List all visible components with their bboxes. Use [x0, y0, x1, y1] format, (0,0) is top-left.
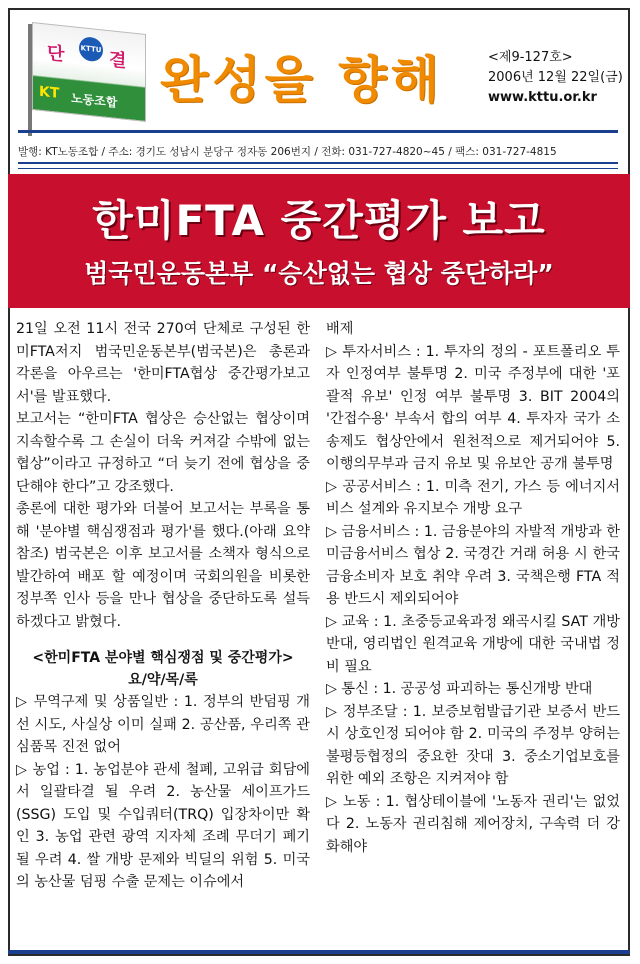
summary-item: ▷ 공공서비스 : 1. 미측 전기, 가스 등 에너지서비스 설계와 유지보수 개방 요구: [326, 478, 620, 517]
left-column: [16, 318, 310, 894]
issue-number: <제9-127호>: [488, 50, 573, 65]
summary-item: ▷ 투자서비스 : 1. 투자의 정의 - 포트폴리오 투자 인정여부 불투명 2. 미국 주정부에 대한 '포괄적 유보' 인정 여부 불투명 3. BIT 2004의 '간접수용' 부속서 합의 여부 4. 투자자 국가 소송제도 협상안에서 원천적으로 제거되어야 5. 이행의무부과 금지 유보 및 유보안 공개 불투명: [326, 343, 620, 472]
masthead: [10, 10, 628, 160]
article-paragraph: 보고서는 “한미FTA 협상은 승산없는 협상이며 지속할수록 그 손실이 더욱 커져갈 수밖에 없는 협상”이라고 규정하고 “더 늦기 전에 협상을 중단해야 한다”고 강조했다.: [16, 411, 310, 495]
website-link[interactable]: www.kttu.or.kr: [488, 90, 597, 105]
flag-right-text: 결: [109, 49, 127, 72]
summary-item: ▷ 농업 : 1. 농업분야 관세 철폐, 고위급 회담에서 일괄타결 될 우려 2. 농산물 세이프가드(SSG) 도입 및 수입쿼터(TRQ) 입장차이만 확인 3. 농업 관련 광역 지자체 조례 무더기 폐기될 우려 4. 쌀 개방 문제와 빅딜의 위험 5. 미국의 농산물 덤핑 수출 문제는 이슈에서: [16, 761, 310, 890]
summary-item: ▷ 노동 : 1. 협상테이블에 '노동자 권리'는 없었다 2. 노동자 권리침해 제어장치, 구속력 더 강화해야: [326, 793, 620, 855]
flag-body: [32, 22, 146, 122]
section-title: <한미FTA 분야별 핵심쟁점 및 중간평가>: [32, 650, 294, 666]
masthead-double-rule: [18, 162, 618, 169]
newsletter-title: 완성을 향해: [160, 51, 443, 109]
summary-item: ▷ 정부조달 : 1. 보증보험발급기관 보증서 반드시 상호인정 되어야 함 2. 미국의 주정부 양허는 불평등협정의 중요한 잣대 3. 중소기업보호를 위한 예외 조항은 지켜져야 함: [326, 703, 620, 787]
issue-info: [488, 48, 638, 108]
flag-union-text: 노동조합: [71, 91, 118, 110]
bottom-rule: [8, 950, 630, 954]
section-subtitle: 요/약/목/록: [128, 672, 198, 688]
flag-kt-text: KT: [39, 83, 60, 102]
masthead-rule: [18, 130, 618, 133]
publisher-line: 발행: KT노동조합 / 주소: 경기도 성남시 분당구 정자동 206번지 / 전화: 031-727-4820~45 / 팩스: 031-727-4815: [18, 146, 557, 158]
summary-item: 배제: [326, 321, 354, 337]
union-flag-image: [28, 24, 146, 130]
summary-item: ▷ 교육 : 1. 초중등교육과정 왜곡시킬 SAT 개방 반대, 영리법인 원격교육 개방에 대한 국내법 정비 필요: [326, 613, 620, 675]
article-paragraph: 21일 오전 11시 전국 270여 단체로 구성된 한미FTA저지 범국민운동본부(범국본)은 총론과 각론을 아우르는 '한미FTA협상 중간평가보고서'를 발표했다.: [16, 321, 310, 405]
article-paragraph: 총론에 대한 평가와 더불어 보고서는 부록을 통해 '분야별 핵심쟁점과 평가'를 했다.(아래 요약 참조) 범국본은 이후 보고서를 소책자 형식으로 발간하여 배포 할 예정이며 국회의원을 비롯한 정부쪽 인사 등을 만나 협상을 중단하도록 설득하겠다고 밝혔다.: [16, 501, 310, 630]
issue-date: 2006년 12월 22일(금): [488, 70, 623, 85]
headline-title: 한미FTA 중간평가 보고: [92, 196, 546, 245]
summary-item: ▷ 무역구제 및 상품일반 : 1. 정부의 반덤핑 개선 시도, 사실상 이미 실패 2. 공산품, 우리쪽 관심품목 진전 없어: [16, 694, 310, 755]
kttu-logo-icon: KTTU: [79, 36, 103, 63]
flag-left-text: 단: [47, 42, 65, 66]
headline-subtitle: 범국민운동본부 “승산없는 협상 중단하라”: [84, 259, 554, 288]
right-column: [326, 318, 620, 858]
summary-item: ▷ 금융서비스 : 1. 금융분야의 자발적 개방과 한미금융서비스 협상 2. 국경간 거래 허용 시 한국금융소비자 보호 취약 우려 3. 국책은행 FTA 적용 반드시 제외되어야: [326, 523, 620, 607]
headline-banner: [8, 174, 630, 308]
summary-item: ▷ 통신 : 1. 공공성 파괴하는 통신개방 반대: [326, 681, 593, 697]
